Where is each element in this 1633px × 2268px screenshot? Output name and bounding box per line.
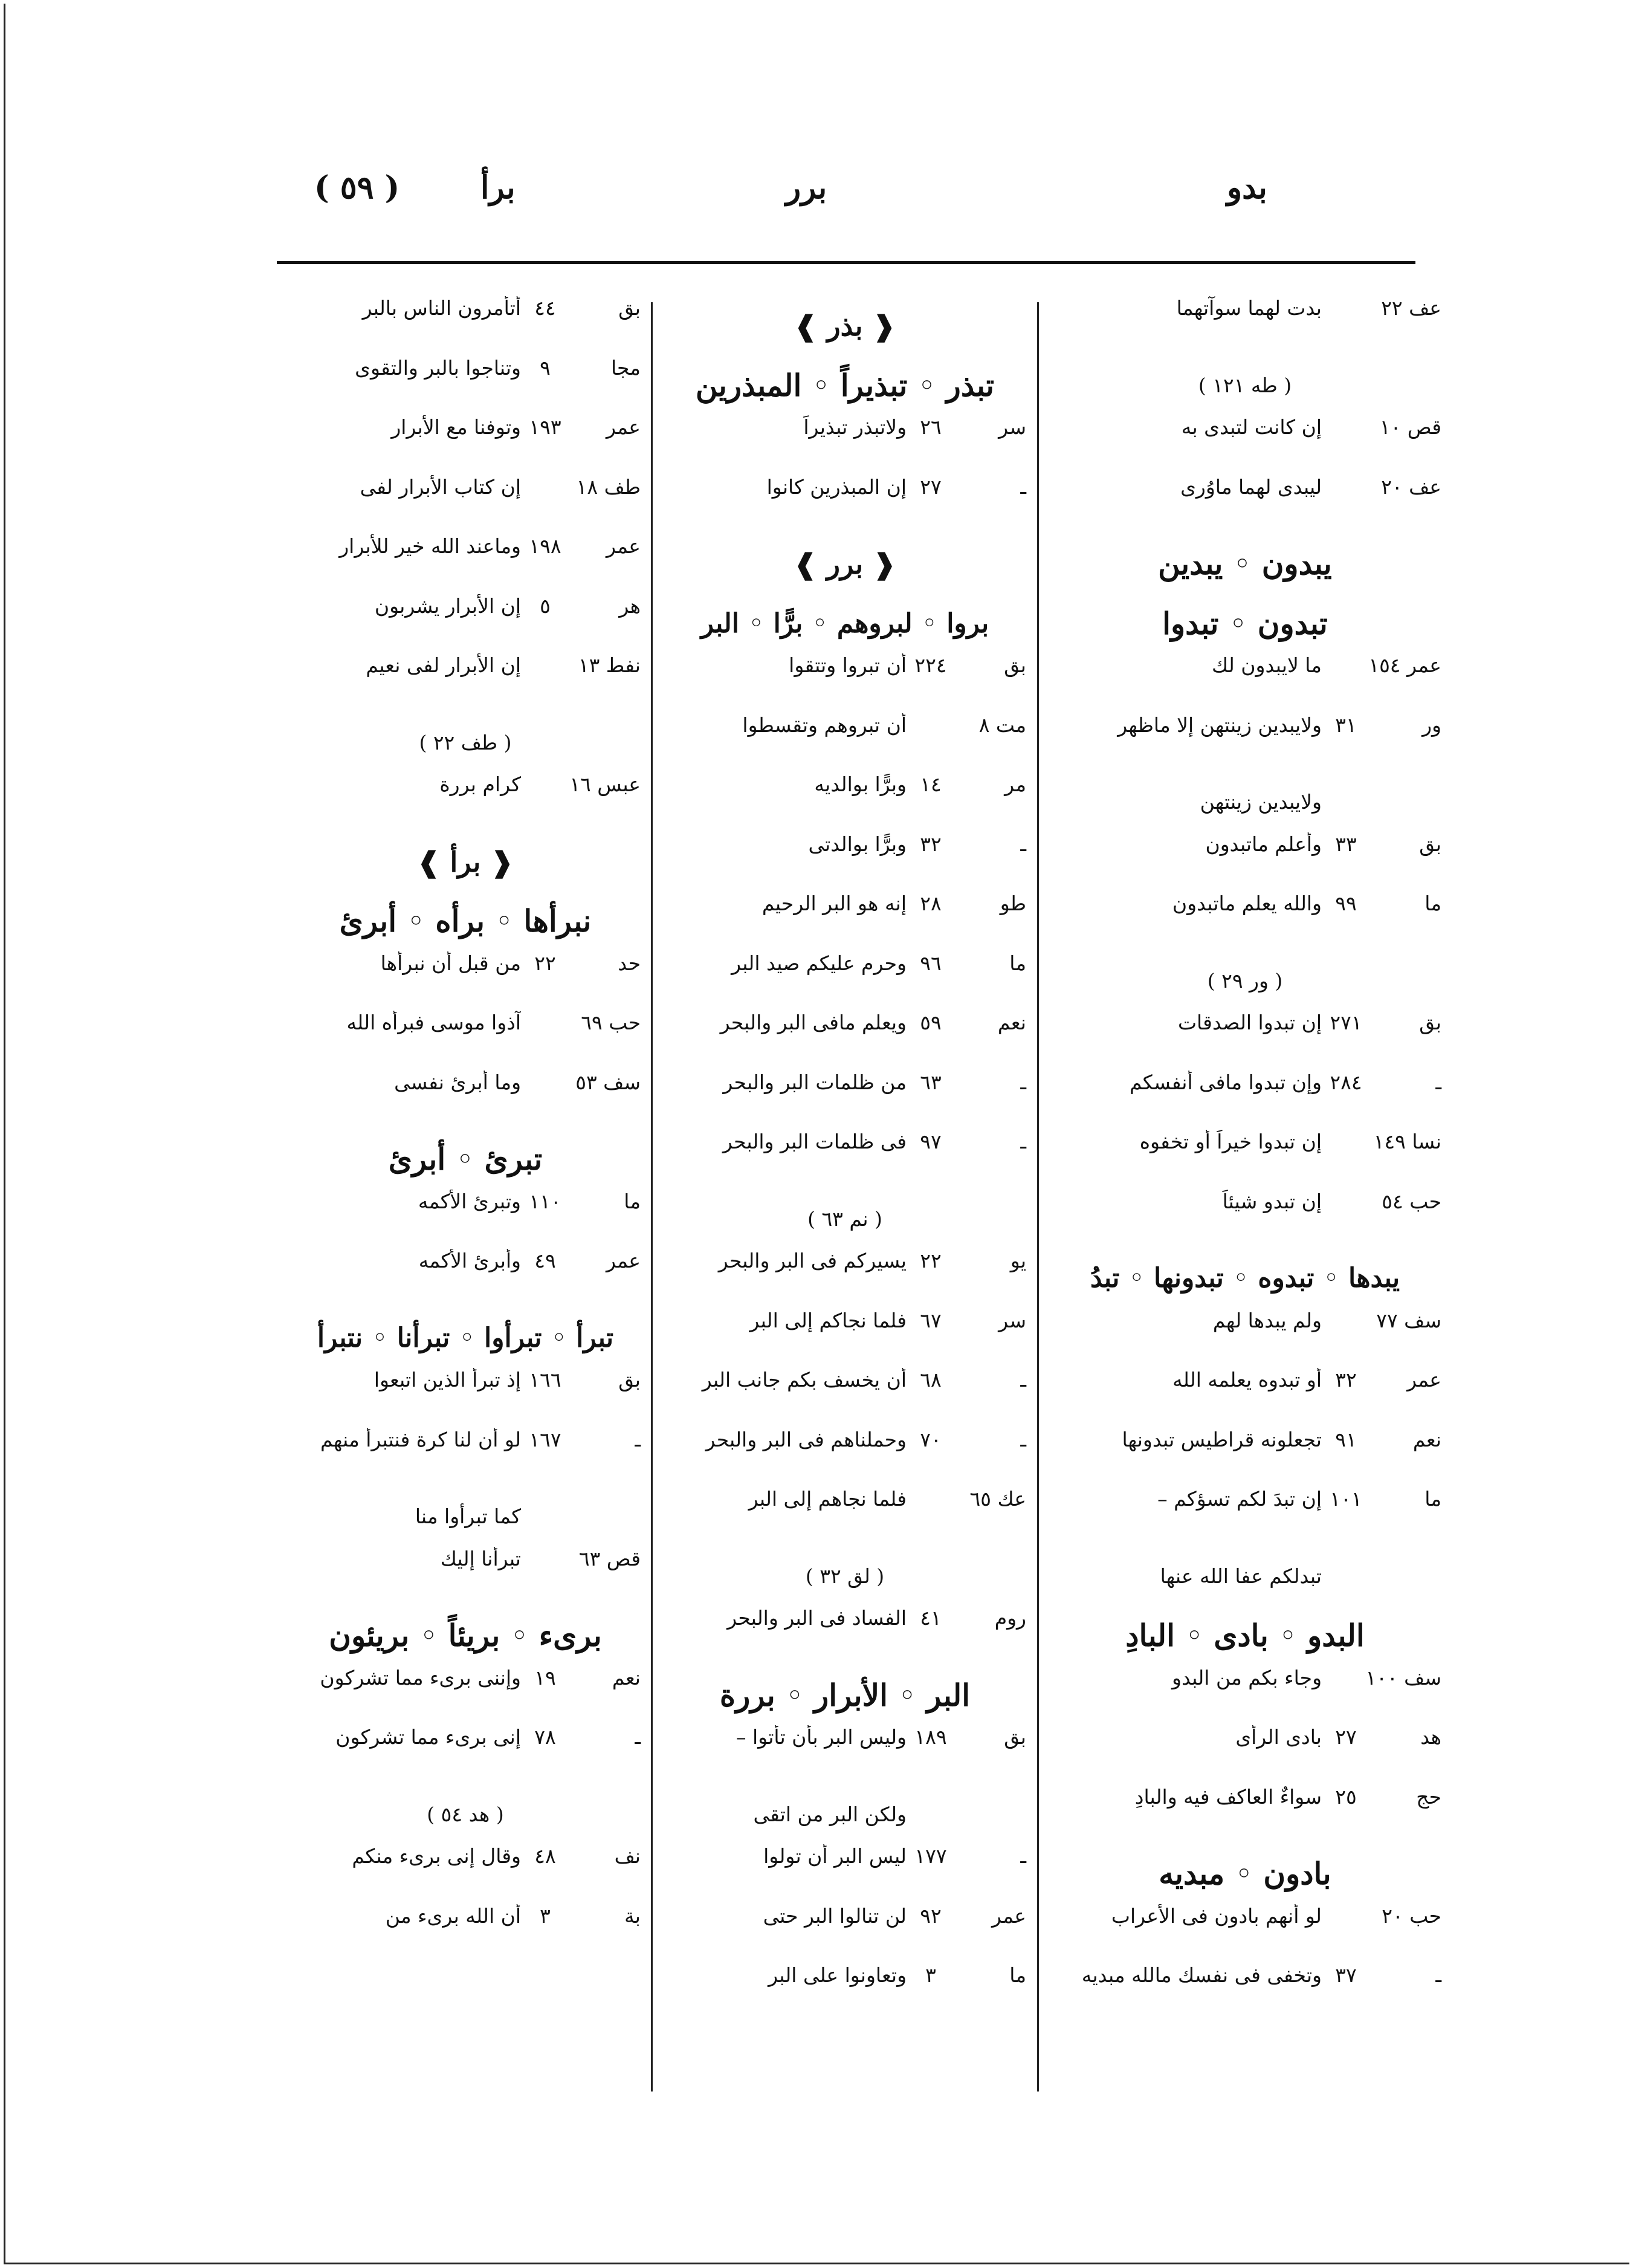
surah-abbr: حب ٦٩	[581, 1011, 641, 1034]
surah-abbr: نسا ١٤٩	[1373, 1130, 1441, 1153]
verse-text: بدت لهما سوآتهما	[1176, 296, 1322, 320]
word-heading: يبدون ◦ يبدين	[1158, 546, 1332, 582]
verse-number: ٣	[925, 1963, 936, 1987]
verse-text: وتعاونوا على البر	[768, 1963, 907, 1987]
verse-continuation: ولكن البر من اتقى	[753, 1802, 907, 1826]
verse-text: أن الله برىء من	[385, 1904, 521, 1928]
index-entry	[664, 713, 1026, 773]
index-entry	[1049, 1963, 1441, 2023]
verse-number: ١٨٩	[914, 1725, 947, 1749]
word-heading: بادون ◦ مبديه	[1159, 1856, 1331, 1891]
index-entry	[290, 1071, 641, 1130]
index-entry	[290, 1725, 641, 1785]
index-entry	[290, 1190, 641, 1249]
verse-text: أتأمرون الناس بالبر	[362, 296, 521, 320]
verse-text: يسيركم فى البر والبحر	[718, 1249, 907, 1272]
verse-continuation: كما تبرأوا منا	[415, 1505, 521, 1528]
surah-abbr: عمر	[992, 1904, 1026, 1928]
index-entry	[664, 475, 1026, 535]
verse-number: ٩١	[1335, 1427, 1357, 1451]
header-root-left: برأ	[480, 169, 516, 206]
verse-number: ٤١	[920, 1606, 942, 1630]
index-entry	[664, 832, 1026, 892]
verse-text: وبرًّا بوالدتى	[808, 832, 907, 856]
verse-number: ١١٠	[529, 1189, 561, 1213]
verse-text: لو أنهم بادون فى الأعراب	[1111, 1904, 1322, 1928]
verse-number: ٢٢٤	[914, 653, 947, 677]
surah-abbr: ـ	[1020, 1368, 1026, 1392]
verse-number: ٩٦	[920, 951, 942, 975]
index-entry	[290, 475, 641, 535]
verse-text: وحملناهم فى البر والبحر	[705, 1427, 907, 1451]
verse-text: فى ظلمات البر والبحر	[722, 1130, 907, 1153]
verse-text: وإننى برىء مما تشركون	[320, 1665, 521, 1690]
surah-abbr: عبس ١٦	[569, 773, 641, 796]
verse-number: ٩٧	[920, 1130, 942, 1153]
index-entry	[1049, 1904, 1441, 1964]
index-entry	[290, 1011, 641, 1071]
surah-abbr: سف ١٠٠	[1365, 1665, 1441, 1690]
verse-text: إن تبدوا خيراً أو تخفوه	[1139, 1130, 1322, 1153]
verse-number: ٩٩	[1335, 892, 1357, 915]
index-entry	[290, 1547, 641, 1607]
index-entry	[290, 951, 641, 1011]
verse-number: ١٩٣	[529, 415, 561, 439]
verse-number: ٤٩	[534, 1249, 556, 1272]
verse-number: ١٠١	[1330, 1487, 1362, 1511]
verse-number: ٣٢	[1335, 1368, 1357, 1392]
verse-text: من قبل أن نبرأها	[380, 951, 521, 975]
verse-continuation: ولايبدين زينتهن	[1200, 790, 1322, 814]
surah-abbr: روم	[994, 1606, 1026, 1630]
verse-text: إن كتاب الأبرار لفى	[360, 475, 521, 499]
index-entry	[290, 1844, 641, 1904]
verse-text: وجاء بكم من البدو	[1172, 1665, 1322, 1690]
index-entry	[1049, 1011, 1441, 1071]
index-entry	[664, 1725, 1026, 1785]
verse-number: ٢٧١	[1330, 1011, 1362, 1034]
verse-text: إن تبدَ لكم تسؤكم –	[1157, 1487, 1322, 1511]
verse-text: إنى برىء مما تشركون	[335, 1725, 521, 1749]
surah-abbr: نفط ١٣	[578, 653, 641, 677]
index-entry	[664, 1368, 1026, 1428]
index-entry	[664, 773, 1026, 832]
verse-text: وحرم عليكم صيد البر	[731, 951, 907, 975]
surah-abbr: طو	[1000, 892, 1026, 915]
verse-number: ٣	[540, 1904, 551, 1928]
word-heading: تبدون ◦ تبدوا	[1162, 605, 1328, 641]
surah-abbr: حب ٥٤	[1382, 1189, 1441, 1213]
header-root-right: بدو	[1227, 169, 1267, 206]
surah-abbr: نعم	[612, 1665, 641, 1690]
verse-text: لو أن لنا كرة فنتبرأ منهم	[320, 1427, 521, 1451]
surah-abbr: قص ١٠	[1379, 415, 1441, 439]
surah-abbr: ـ	[1020, 1130, 1026, 1153]
verse-number: ٩	[540, 355, 551, 380]
surah-abbr: بة	[624, 1904, 641, 1928]
verse-text: أن تبروا وتتقوا	[789, 653, 907, 677]
verse-text: كرام بررة	[439, 773, 521, 796]
verse-number: ٢٥	[1335, 1784, 1357, 1809]
surah-abbr: بق	[1004, 1725, 1026, 1749]
verse-continuation: تبدلكم عفا الله عنها	[1160, 1564, 1322, 1588]
verse-text: إن المبذرين كانوا	[766, 475, 907, 499]
surah-abbr: نعم	[997, 1011, 1026, 1034]
surah-abbr: ـ	[1435, 1070, 1441, 1094]
verse-number: ١٦٧	[529, 1427, 561, 1451]
index-entry	[664, 1249, 1026, 1309]
verse-number: ٤٤	[534, 296, 556, 320]
verse-text: وقال إنى برىء منكم	[352, 1844, 521, 1868]
verse-text: آذوا موسى فبرأه الله	[346, 1011, 521, 1034]
verse-number: ٤٨	[534, 1844, 556, 1868]
root-heading: ❰ برأ ❱	[416, 845, 514, 878]
index-entry	[1049, 1428, 1441, 1488]
verse-number: ٦٧	[920, 1308, 942, 1332]
verse-text: وليس البر بأن تأتوا –	[736, 1725, 907, 1749]
verse-text: تبرأنا إليك	[440, 1546, 521, 1570]
surah-abbr: هد	[1420, 1725, 1441, 1749]
index-entry	[1049, 415, 1441, 475]
index-entry	[1049, 832, 1441, 892]
surah-abbr: مجا	[610, 355, 641, 380]
verse-number: ١٤	[920, 773, 942, 796]
verse-text: وأبرئ الأكمه	[418, 1249, 521, 1272]
surah-abbr: ما	[1009, 1963, 1026, 1987]
verse-number: ٦٣	[920, 1070, 942, 1094]
index-entry	[664, 951, 1026, 1011]
verse-number: ٣١	[1335, 713, 1357, 737]
surah-abbr: حد	[618, 951, 641, 975]
verse-number: ٣٣	[1335, 832, 1357, 856]
surah-abbr: عمر ١٥٤	[1368, 653, 1441, 677]
surah-abbr: ـ	[1020, 1070, 1026, 1094]
verse-text: ما لايبدون لك	[1211, 653, 1322, 677]
surah-abbr: بق	[618, 296, 641, 320]
verse-number: ٥	[540, 594, 551, 618]
verse-text: أن تبروهم وتقسطوا	[742, 713, 907, 737]
index-entry	[290, 1249, 641, 1309]
verse-text: والله يعلم ماتبدون	[1172, 892, 1322, 915]
cross-reference: ( طف ٢٢ )	[419, 730, 512, 754]
surah-abbr: ما	[1009, 951, 1026, 975]
index-entry	[290, 773, 641, 832]
verse-text: وإن تبدوا مافى أنفسكم	[1129, 1070, 1322, 1094]
index-entry	[1049, 1190, 1441, 1249]
surah-abbr: عمر	[1407, 1368, 1441, 1392]
verse-text: ولاتبذر تبذيراً	[803, 415, 907, 439]
header-rule	[277, 261, 1415, 264]
column-left	[290, 296, 641, 2098]
verse-text: ويعلم مافى البر والبحر	[720, 1011, 907, 1034]
verse-number: ١٩٨	[529, 534, 561, 558]
verse-text: ولايبدين زينتهن إلا ماظهر	[1117, 713, 1322, 737]
index-entry	[1049, 1368, 1441, 1428]
index-entry	[1049, 1071, 1441, 1130]
word-heading: بروا ◦ لبروهم ◦ برًّا ◦ البر	[700, 608, 989, 639]
surah-abbr: مر	[1004, 773, 1026, 796]
surah-abbr: عمر	[606, 415, 641, 439]
surah-abbr: بق	[1419, 832, 1441, 856]
verse-number: ٢٢	[920, 1249, 942, 1272]
verse-text: فلما نجاكم إلى البر	[749, 1308, 907, 1332]
surah-abbr: بق	[1419, 1011, 1441, 1034]
surah-abbr: سف ٧٧	[1376, 1308, 1441, 1332]
verse-number: ٢٧	[920, 475, 942, 499]
verse-text: وتوفنا مع الأبرار	[391, 415, 521, 439]
verse-text: إن كانت لتبدى به	[1181, 415, 1322, 439]
surah-abbr: ـ	[1020, 1427, 1026, 1451]
word-heading: تبذر ◦ تبذيراً ◦ المبذرين	[695, 367, 995, 403]
surah-abbr: نف	[614, 1844, 641, 1868]
verse-number: ٢٦	[920, 415, 942, 439]
cross-reference: ( ور ٢٩ )	[1207, 968, 1283, 993]
surah-abbr: ما	[624, 1189, 641, 1213]
verse-text: إن تبدوا الصدقات	[1177, 1011, 1322, 1034]
surah-abbr: ـ	[1020, 1844, 1026, 1868]
verse-text: أو تبدوه يعلمه الله	[1172, 1368, 1322, 1392]
word-heading: البدو ◦ بادى ◦ البادِ	[1125, 1618, 1365, 1653]
index-entry	[1049, 475, 1441, 535]
surah-abbr: عف ٢٠	[1381, 475, 1441, 499]
verse-text: إذ تبرأ الذين اتبعوا	[373, 1368, 521, 1392]
verse-text: وأعلم ماتبدون	[1205, 832, 1322, 856]
verse-text: بادى الرأى	[1235, 1725, 1322, 1749]
page-number: ( ٥٩ )	[314, 169, 400, 206]
index-entry	[290, 653, 641, 713]
column-middle	[664, 296, 1026, 2098]
index-entry	[290, 1904, 641, 1964]
index-entry	[1049, 1725, 1441, 1785]
index-entry	[1049, 1666, 1441, 1726]
index-entry	[290, 296, 641, 356]
word-heading: نبرأها ◦ برأه ◦ أبرئ	[339, 903, 592, 939]
surah-abbr: سر	[998, 1308, 1026, 1332]
surah-abbr: طف ١٨	[576, 475, 641, 499]
index-entry	[664, 1428, 1026, 1488]
index-entry	[664, 653, 1026, 713]
verse-text: وتناجوا بالبر والتقوى	[355, 355, 521, 380]
surah-abbr: ما	[1424, 892, 1441, 915]
index-entry	[1049, 1130, 1441, 1190]
verse-text: ولم يبدها لهم	[1212, 1308, 1322, 1332]
index-entry	[664, 1309, 1026, 1369]
verse-text: ليبدى لهما ماوُرى	[1180, 475, 1322, 499]
cross-reference: ( طه ١٢١ )	[1198, 373, 1292, 397]
cross-reference: ( هد ٥٤ )	[427, 1802, 504, 1826]
index-entry	[664, 1130, 1026, 1190]
root-heading: ❰ بذر ❱	[794, 309, 896, 342]
surah-abbr: ـ	[635, 1427, 641, 1451]
index-entry	[1049, 892, 1441, 951]
verse-text: وبرًّا بوالديه	[814, 773, 907, 796]
verse-text: وماعند الله خير للأبرار	[339, 534, 521, 558]
verse-text: إن الأبرار يشربون	[374, 594, 521, 618]
verse-text: تجعلونه قراطيس تبدونها	[1122, 1427, 1322, 1451]
column-divider-right	[1037, 302, 1039, 2091]
index-entry	[664, 1071, 1026, 1130]
verse-text: وتخفى فى نفسك مالله مبديه	[1081, 1963, 1322, 1987]
verse-text: إنه هو البر الرحيم	[762, 892, 907, 915]
index-entry	[290, 1666, 641, 1726]
index-entry	[1049, 653, 1441, 713]
verse-text: لن تنالوا البر حتى	[763, 1904, 907, 1928]
surah-abbr: ـ	[1020, 832, 1026, 856]
index-entry	[664, 1963, 1026, 2023]
surah-abbr: بق	[618, 1368, 641, 1392]
index-entry	[664, 1011, 1026, 1071]
word-heading: تبرئ ◦ أبرئ	[388, 1141, 543, 1177]
verse-number: ٢٧	[1335, 1725, 1357, 1749]
index-entry	[664, 1606, 1026, 1666]
word-heading: البر ◦ الأبرار ◦ بررة	[719, 1677, 971, 1713]
verse-number: ١٧٧	[914, 1844, 947, 1868]
index-entry	[664, 892, 1026, 951]
verse-number: ١٦٦	[529, 1368, 561, 1392]
index-entry	[664, 415, 1026, 475]
surah-abbr: سر	[998, 415, 1026, 439]
column-divider-left	[651, 302, 653, 2091]
index-entry	[290, 534, 641, 594]
surah-abbr: سف ٥٣	[575, 1070, 641, 1094]
verse-text: ليس البر أن تولوا	[763, 1844, 907, 1868]
surah-abbr: حب ٢٠	[1382, 1904, 1441, 1928]
index-entry	[290, 356, 641, 416]
word-heading: يبدها ◦ تبدوه ◦ تبدونها ◦ تبدُ	[1090, 1263, 1400, 1294]
surah-abbr: نعم	[1412, 1427, 1441, 1451]
verse-number: ٢٢	[534, 951, 556, 975]
surah-abbr: ور	[1422, 713, 1441, 737]
index-entry	[290, 1428, 641, 1488]
verse-number: ٢٨٤	[1330, 1070, 1362, 1094]
index-entry	[290, 594, 641, 654]
surah-abbr: عف ٢٢	[1381, 296, 1441, 320]
root-heading: ❰ برر ❱	[794, 548, 896, 580]
verse-number: ٧٠	[920, 1427, 942, 1451]
word-heading: تبرأ ◦ تبرأوا ◦ تبرأنا ◦ نتبرأ	[317, 1322, 614, 1353]
verse-number: ٥٩	[920, 1011, 942, 1034]
cross-reference: ( نم ٦٣ )	[807, 1207, 882, 1231]
surah-abbr: ـ	[635, 1725, 641, 1749]
index-entry	[664, 1904, 1026, 1964]
verse-text: فلما نجاهم إلى البر	[748, 1487, 907, 1511]
surah-abbr: قص ٦٣	[578, 1546, 641, 1570]
surah-abbr: حج	[1416, 1784, 1441, 1809]
index-entry	[1049, 713, 1441, 773]
verse-text: إن تبدو شيئاً	[1222, 1189, 1322, 1213]
surah-abbr: ـ	[1435, 1963, 1441, 1987]
column-right	[1049, 296, 1441, 2098]
verse-text: وما أبرئ نفسى	[394, 1070, 521, 1094]
verse-text: من ظلمات البر والبحر	[723, 1070, 907, 1094]
verse-text: وتبرئ الأكمه	[418, 1189, 521, 1213]
cross-reference: ( لق ٣٢ )	[805, 1564, 885, 1588]
verse-number: ٣٢	[920, 832, 942, 856]
verse-number: ٦٨	[920, 1368, 942, 1392]
index-entry	[290, 415, 641, 475]
surah-abbr: عمر	[606, 1249, 641, 1272]
index-entry	[1049, 296, 1441, 356]
surah-abbr: عمر	[606, 534, 641, 558]
verse-text: إن الأبرار لفى نعيم	[366, 653, 521, 677]
index-entry	[664, 1844, 1026, 1904]
surah-abbr: بق	[1004, 653, 1026, 677]
verse-text: سواءٌ العاكف فيه والبادِ	[1134, 1784, 1322, 1809]
surah-abbr: يو	[1010, 1249, 1026, 1272]
verse-number: ١٩	[534, 1665, 556, 1690]
index-entry	[1049, 1309, 1441, 1369]
index-entry	[290, 1368, 641, 1428]
index-entry	[1049, 1785, 1441, 1845]
verse-number: ٧٨	[534, 1725, 556, 1749]
surah-abbr: ما	[1424, 1487, 1441, 1511]
index-entry	[664, 1487, 1026, 1547]
surah-abbr: هر	[619, 594, 641, 618]
verse-number: ٣٧	[1335, 1963, 1357, 1987]
verse-text: أن يخسف بكم جانب البر	[702, 1368, 907, 1392]
verse-text: الفساد فى البر والبحر	[727, 1606, 907, 1630]
surah-abbr: عك ٦٥	[969, 1487, 1026, 1511]
word-heading: برىء ◦ بريئاً ◦ بريئون	[329, 1618, 602, 1653]
surah-abbr: ـ	[1020, 475, 1026, 499]
index-entry	[1049, 1487, 1441, 1547]
surah-abbr: مت ٨	[978, 713, 1026, 737]
verse-number: ٢٨	[920, 892, 942, 915]
verse-number: ٩٢	[920, 1904, 942, 1928]
header-root-center: برر	[786, 169, 827, 206]
